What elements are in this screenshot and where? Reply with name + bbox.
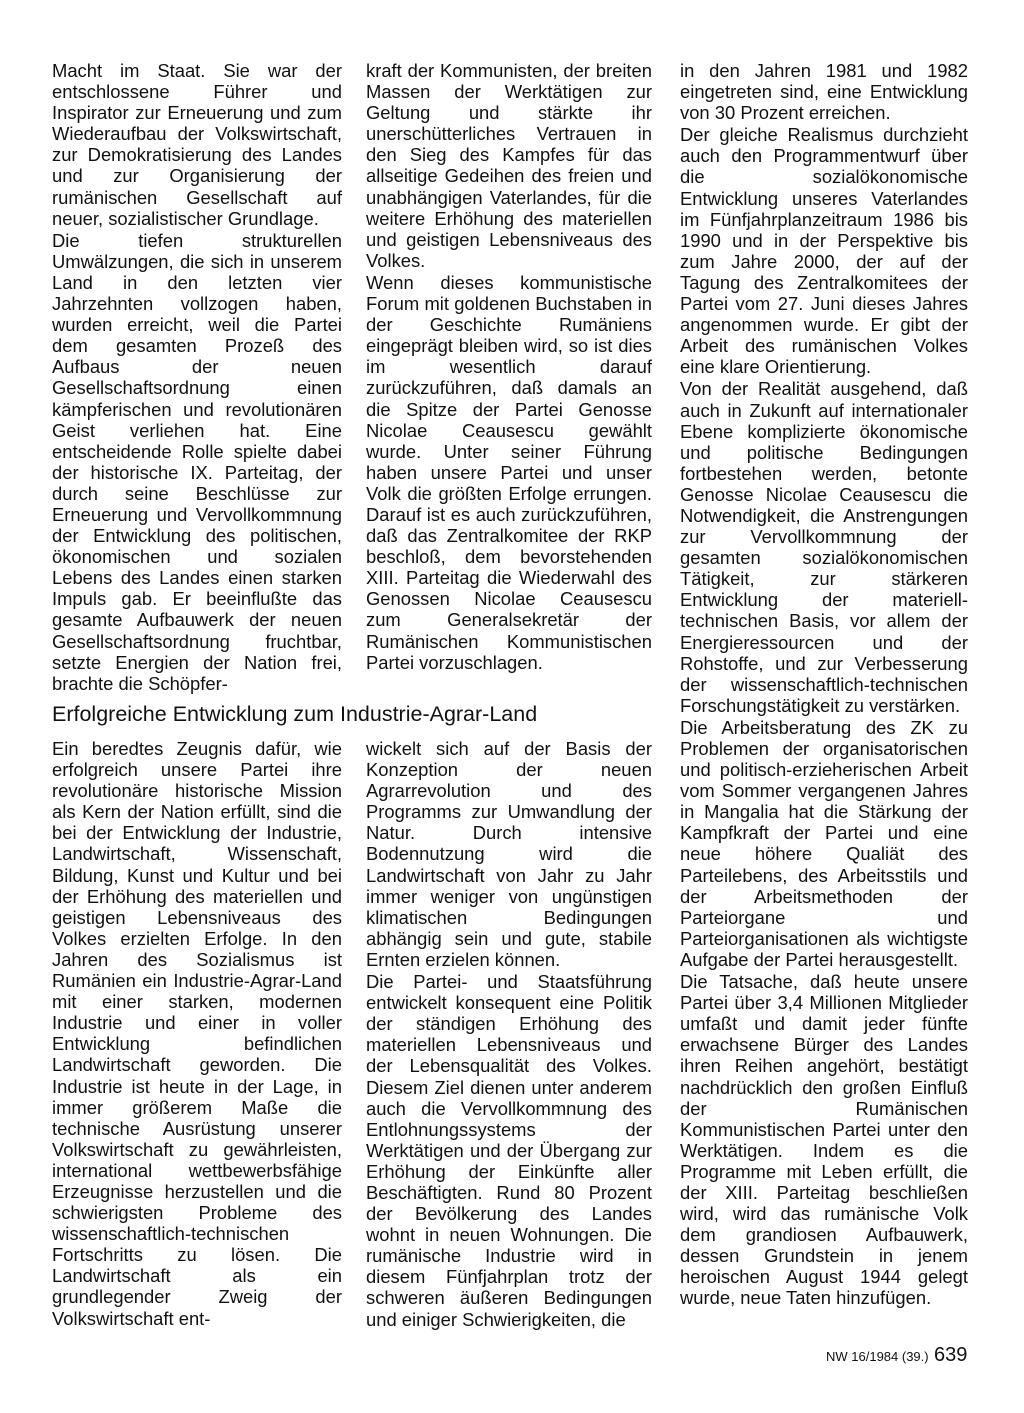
paragraph: Die tiefen strukturellen Umwälzungen, die sich in unserem Land in den letzten vier Jahrzehnten vollzogen haben, wurden erreicht, weil die Partei dem gesamten Prozeß des Aufbaus der neuen Gesellschaftsordnung einen kämpferischen und revolutionären Geist verliehen hat. Eine entscheidende Rolle spielte dabei der historische IX. Parteitag, der durch seine Beschlüsse zur Erneuerung und Vervollkommnung der Entwicklung des politischen, ökonomischen und sozialen Lebens des Landes einen starken Impuls gab. Er beeinflußte das gesamte Aufbauwerk der neuen Gesellschaftsordnung fruchtbar, setzte Energien der Nation frei, brachte die Schöpfer- — [52, 229, 342, 694]
section-heading: Erfolgreiche Entwicklung zum Industrie-Agrar-Land — [52, 702, 538, 726]
issue-reference: NW 16/1984 (39.) — [826, 1349, 929, 1364]
paragraph: Wenn dieses kommunistische Forum mit goldenen Buchstaben in der Geschichte Rumäniens eingeprägt bleiben wird, so ist dies im wesentlich darauf zurückzuführen, daß damals an die Spitze der Partei Genosse Nicolae Ceausescu gewählt wurde. Unter seiner Führung haben unsere Partei und unser Volk die größten Erfolge errungen. Darauf ist es auch zurückzuführen, daß das Zentralkomitee der RKP beschloß, dem bevorstehenden XIII. Parteitag die Wiederwahl des Genossen Nicolae Ceausescu zum Generalsekretär der Rumänischen Kommunistischen Partei vorzuschlagen. — [366, 271, 652, 673]
paragraph: in den Jahren 1981 und 1982 eingetreten sind, eine Entwicklung von 30 Prozent erreichen. — [680, 60, 968, 124]
paragraph: Die Partei- und Staatsführung entwickelt konsequent eine Politik der ständigen Erhöhung des materiellen Lebensniveaus und der Lebensqualität des Volkes. Diesem Ziel dienen unter anderem auch die Vervollkommnung des Entlohnungssystems der Werktätigen und der Übergang zur Erhöhung der Einkünfte aller Beschäftigten. Rund 80 Prozent der Bevölkerung des Landes wohnt in neuen Wohnungen. Die rumänische Industrie wird in diesem Fünfjahrplan trotz der schweren äußeren Bedingungen und einiger Schwierigkeiten, die — [366, 971, 652, 1330]
paragraph: Die Arbeitsberatung des ZK zu Problemen der organisatorischen und politisch-erzieherischen Arbeit vom Sommer vergangenen Jahres in Mangalia hat die Stärkung der Kampfkraft der Partei und eine neue höhere Qualiät des Parteilebens, des Arbeitsstils und der Arbeitsmethoden der Parteiorgane und Parteiorganisationen als wichtigste Aufgabe der Partei herausgestellt. — [680, 716, 968, 970]
paragraph: Ein beredtes Zeugnis dafür, wie erfolgreich unsere Partei ihre revolutionäre historische Mission als Kern der Nation erfüllt, sind die bei der Entwicklung der Industrie, Landwirtschaft, Wissenschaft, Bildung, Kunst und Kultur und bei der Erhöhung des materiellen und geistigen Lebensniveaus des Volkes erzielten Erfolge. In den Jahren des Sozialismus ist Rumänien ein Industrie-Agrar-Land mit einer starken, modernen Industrie und einer in voller Entwicklung befindlichen Landwirtschaft geworden. Die Industrie ist heute in der Lage, in immer größerem Maße die technische Ausrüstung unserer Volkswirtschaft zu gewährleisten, international wettbewerbsfähige Erzeugnisse herzustellen und die schwierigsten Probleme des wissenschaftlich-technischen Fortschritts zu lösen. Die Landwirtschaft als ein grundlegender Zweig der Volkswirtschaft ent- — [52, 738, 342, 1329]
paragraph: Der gleiche Realismus durchzieht auch den Programmentwurf über die sozialökonomische Entwicklung unseres Vaterlandes im Fünfjahrplanzeitraum 1986 bis 1990 und in der Perspektive bis zum Jahre 2000, der auf der Tagung des Zentralkomitees der Partei vom 27. Juni dieses Jahres angenommen wurde. Er gibt der Arbeit des rumänischen Volkes eine klare Orientierung. — [680, 124, 968, 378]
column-2-bottom — [366, 738, 652, 1330]
paragraph: Macht im Staat. Sie war der entschlossene Führer und Inspirator zur Erneuerung und zum Wiederaufbau der Volkswirtschaft, zur Demokratisierung des Landes und zur Organisierung der rumänischen Gesellschaft auf neuer, sozialistischer Grundlage. — [52, 60, 342, 229]
paragraph: wickelt sich auf der Basis der Konzeption der neuen Agrarrevolution und des Programms zur Umwandlung der Natur. Durch intensive Bodennutzung wird die Landwirtschaft von Jahr zu Jahr immer weniger von ungünstigen klimatischen Bedingungen abhängig sein und gute, stabile Ernten erzielen können. — [366, 738, 652, 970]
column-1-bottom — [52, 738, 342, 1329]
paragraph: Die Tatsache, daß heute unsere Partei über 3,4 Millionen Mitglieder umfaßt und damit jeder fünfte erwachsene Bürger des Landes ihren Reihen angehört, bestätigt nachdrücklich den großen Einfluß der Rumänischen Kommunistischen Partei unter den Werktätigen. Indem es die Programme mit Leben erfüllt, die der XIII. Parteitag beschließen wird, wird das rumänische Volk dem grandiosen Aufbauwerk, dessen Grundstein in jenem heroischen August 1944 gelegt wurde, neue Taten hinzufügen. — [680, 971, 968, 1309]
paragraph: kraft der Kommunisten, der breiten Massen der Werktätigen zur Geltung und stärkte ihr unerschütterliches Vertrauen in den Sieg des Kampfes für das allseitige Gedeihen des freien und unabhängigen Vaterlandes, für die weitere Erhöhung des materiellen und geistigen Lebensniveaus des Volkes. — [366, 60, 652, 271]
column-3 — [680, 60, 968, 1309]
page-number: 639 — [934, 1344, 968, 1366]
column-2-top — [366, 60, 652, 673]
column-1-top — [52, 60, 342, 694]
paragraph: Von der Realität ausgehend, daß auch in Zukunft auf internationaler Ebene komplizierte ökonomische und politische Bedingungen fortbestehen werden, betonte Genosse Nicolae Ceausescu die Notwendigkeit, die Anstrengungen zur Vervollkommnung der gesamten sozialökonomischen Tätigkeit, zur stärkeren Entwicklung der materiell-technischen Basis, vor allem der Energieressourcen und der Rohstoffe, und zur Verbesserung der wissenschaftlich-technischen Forschungstätigkeit zu verstärken. — [680, 378, 968, 716]
